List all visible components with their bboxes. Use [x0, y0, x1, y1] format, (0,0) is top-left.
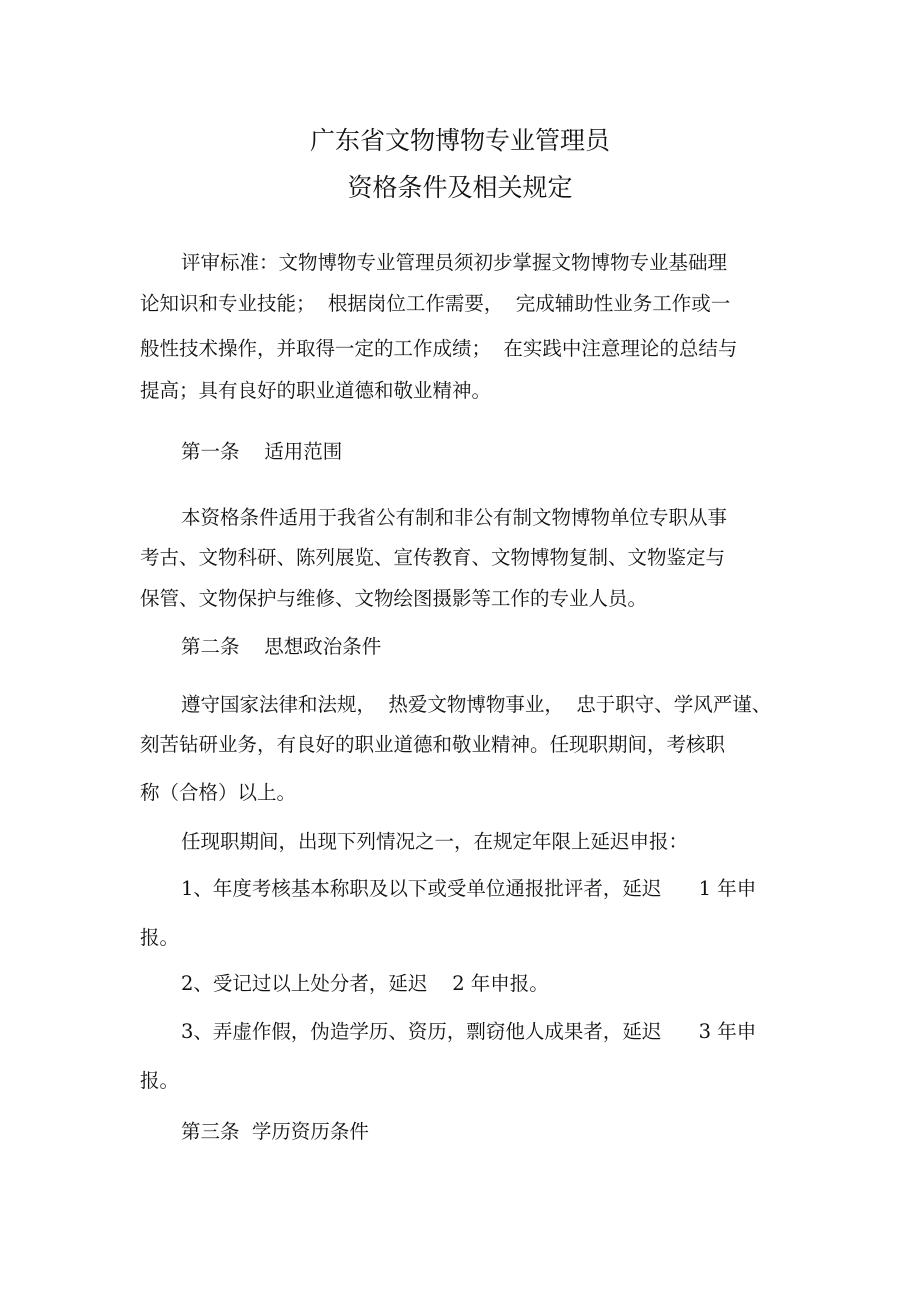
- article-1-body-line: 考古、文物科研、陈列展览、宣传教育、文物博物复制、文物鉴定与: [140, 546, 726, 569]
- article-1-body-line: 保管、文物保护与维修、文物绘图摄影等工作的专业人员。: [140, 587, 648, 610]
- article-2-heading: 第二条 思想政治条件: [181, 635, 382, 658]
- article-2-body-line: 遵守国家法律和法规， 热爱文物博物事业， 忠于职守、学风严谨、: [181, 693, 772, 716]
- delay-item: 3、弄虚作假，伪造学历、资历，剽窃他人成果者，延迟 3 年申: [181, 1020, 757, 1043]
- article-2-body-line: 称（合格）以上。: [140, 781, 297, 804]
- delay-item-continuation: 报。: [140, 926, 180, 949]
- intro-line: 提高；具有良好的职业道德和敬业精神。: [140, 379, 492, 402]
- intro-line: 评审标准：文物博物专业管理员须初步掌握文物博物专业基础理: [181, 251, 728, 274]
- article-3-heading: 第三条 学历资历条件: [181, 1120, 369, 1143]
- delay-item: 1、年度考核基本称职及以下或受单位通报批评者，延迟 1 年申: [181, 877, 757, 900]
- title-line-2: 资格条件及相关规定: [347, 173, 573, 202]
- title-line-1: 广东省文物博物专业管理员: [309, 126, 610, 155]
- article-2-body-line: 刻苦钻研业务，有良好的职业道德和敬业精神。任现职期间，考核职: [140, 733, 726, 756]
- delay-item-continuation: 报。: [140, 1069, 180, 1092]
- article-1-heading: 第一条 适用范围: [181, 440, 343, 463]
- article-1-body-line: 本资格条件适用于我省公有制和非公有制文物博物单位专职从事: [181, 506, 728, 529]
- delay-intro: 任现职期间，出现下列情况之一，在规定年限上延迟申报：: [181, 830, 689, 853]
- delay-item: 2、受记过以上处分者，延迟 2 年申报。: [181, 972, 549, 995]
- intro-line: 论知识和专业技能； 根据岗位工作需要， 完成辅助性业务工作或一: [140, 292, 731, 315]
- intro-line: 般性技术操作，并取得一定的工作成绩； 在实践中注意理论的总结与: [140, 337, 738, 360]
